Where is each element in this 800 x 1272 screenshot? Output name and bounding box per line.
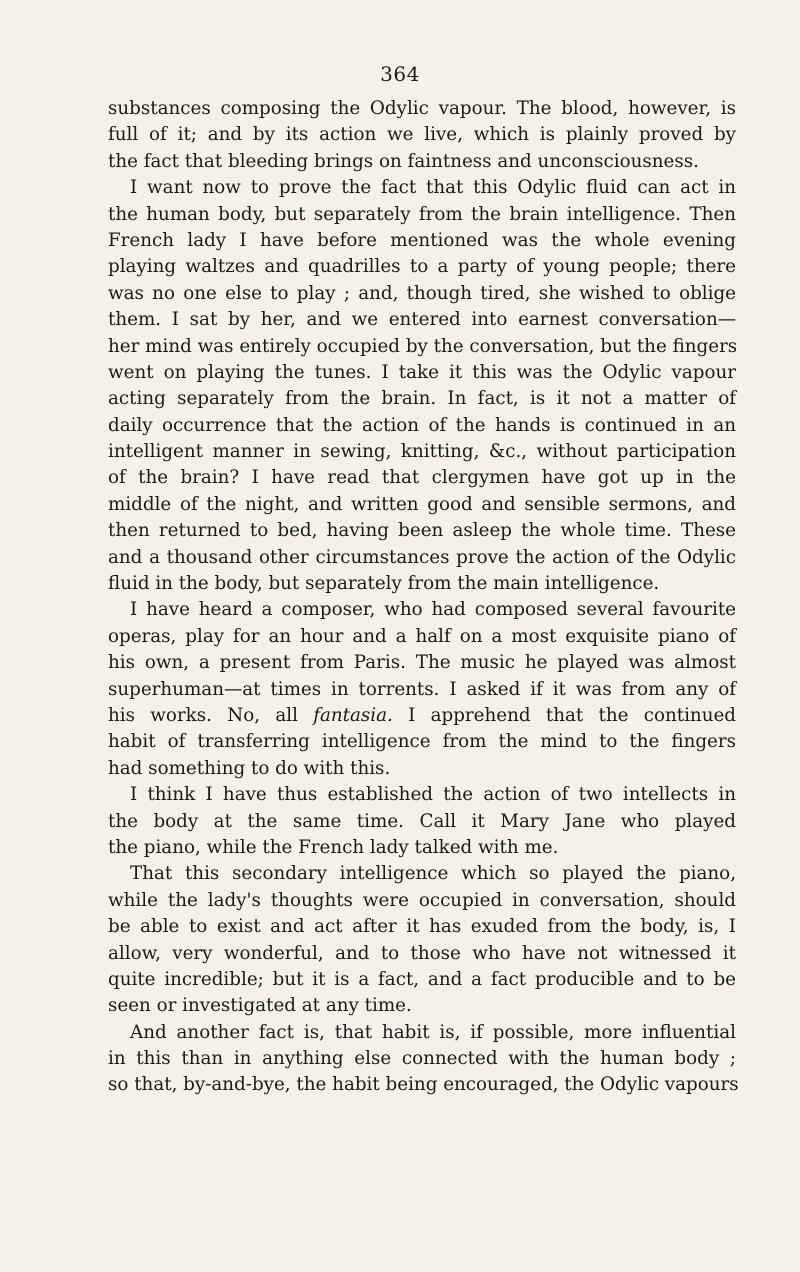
text-line: acting separately from the brain. In fact, is it not a matter of [108, 388, 736, 410]
text-line: then returned to bed, having been asleep the whole time. These [108, 520, 736, 542]
text-line: operas, play for an hour and a half on a most exquisite piano of [108, 625, 736, 647]
text-line: his own, a present from Paris. The music he played was almost [108, 652, 736, 674]
text-line: them. I sat by her, and we entered into earnest conversation— [108, 309, 736, 331]
text-line: in this than in anything else connected with the human body ; [108, 1048, 736, 1070]
text-line: I want now to prove the fact that this Odylic fluid can act in [130, 177, 736, 199]
text-line: habit of transferring intelligence from the mind to the fingers [108, 731, 736, 753]
text-line: the human body, but separately from the brain intelligence. Then [108, 203, 736, 225]
text-line: middle of the night, and written good and sensible sermons, and [108, 493, 736, 515]
text-line: the piano, while the French lady talked with me. [108, 836, 559, 858]
body-text [108, 96, 739, 1099]
text-line: had something to do with this. [108, 757, 391, 779]
text-line: That this secondary intelligence which so played the piano, [130, 863, 736, 885]
text-line: superhuman—at times in torrents. I asked if it was from any of [108, 678, 736, 700]
text-line: allow, very wonderful, and to those who have not witnessed it [108, 942, 736, 964]
text-line: substances composing the Odylic vapour. The blood, however, is [108, 98, 736, 119]
text-line: and a thousand other circumstances prove the action of the Odylic [108, 546, 736, 568]
text-line: seen or investigated at any time. [108, 995, 412, 1017]
text-line: daily occurrence that the action of the hands is continued in an [108, 414, 736, 436]
text-line: the body at the same time. Call it Mary Jane who played [108, 810, 736, 832]
text-line: his works. No, all fantasia. I apprehend that the continued [108, 704, 736, 726]
text-line: French lady I have before mentioned was the whole evening [108, 229, 736, 251]
text-line: while the lady's thoughts were occupied in conversation, should [108, 889, 736, 911]
text-line: intelligent manner in sewing, knitting, &c., without participation [108, 441, 736, 463]
text-line: went on playing the tunes. I take it this was the Odylic vapour [108, 361, 736, 383]
text-line: quite incredible; but it is a fact, and a fact producible and to be [108, 968, 736, 990]
text-line: the fact that bleeding brings on faintness and unconsciousness. [108, 150, 699, 172]
text-line: of the brain? I have read that clergymen have got up in the [108, 467, 736, 489]
text-line: so that, by-and-bye, the habit being encouraged, the Odylic vapours [108, 1074, 739, 1096]
text-line: full of it; and by its action we live, which is plainly proved by [108, 124, 736, 146]
text-line: her mind was entirely occupied by the conversation, but the fingers [108, 335, 738, 357]
page-number: 364 [380, 62, 420, 86]
text-line: I have heard a composer, who had composed several favourite [130, 599, 736, 621]
text-line: be able to exist and act after it has exuded from the body, is, I [108, 916, 736, 938]
text-line: And another fact is, that habit is, if possible, more influential [130, 1021, 736, 1043]
text-line: was no one else to play ; and, though tired, she wished to oblige [108, 282, 736, 304]
text-line: playing waltzes and quadrilles to a party of young people; there [108, 256, 736, 278]
text-line: I think I have thus established the action of two intellects in [130, 784, 736, 806]
text-line: fluid in the body, but separately from the main intelligence. [108, 573, 660, 595]
